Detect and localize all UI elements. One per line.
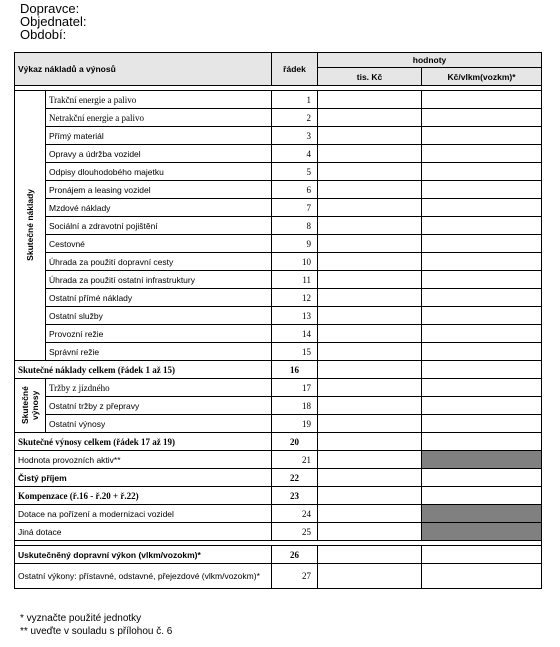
value-cell-tis[interactable] — [318, 199, 422, 217]
row-label: Úhrada za použití ostatní infrastruktury — [46, 271, 272, 289]
report-table — [14, 52, 542, 589]
value-cell-kc[interactable] — [422, 564, 542, 589]
other-subsidy-label: Jiná dotace — [15, 523, 272, 541]
value-cell-tis[interactable] — [318, 217, 422, 235]
value-cell-tis[interactable] — [318, 433, 422, 451]
value-cell-kc[interactable] — [422, 145, 542, 163]
value-cell-tis[interactable] — [318, 289, 422, 307]
row-label: Přímý materiál — [46, 127, 272, 145]
col-header-radek: řádek — [272, 53, 318, 86]
row-number: 20 — [272, 433, 318, 451]
compensation-label: Kompenzace (ř.16 - ř.20 + ř.22) — [15, 487, 272, 505]
value-cell-tis[interactable] — [318, 397, 422, 415]
value-cell-kc[interactable] — [422, 379, 542, 397]
value-cell-tis[interactable] — [318, 109, 422, 127]
vehicle-subsidy-label: Dotace na pořízení a modernizaci vozidel — [15, 505, 272, 523]
row-number: 18 — [272, 397, 318, 415]
value-cell-kc[interactable] — [422, 343, 542, 361]
value-cell-kc[interactable] — [422, 109, 542, 127]
value-cell-kc[interactable] — [422, 433, 542, 451]
value-cell-kc[interactable] — [422, 307, 542, 325]
value-cell-kc[interactable] — [422, 546, 542, 564]
row-number: 19 — [272, 415, 318, 433]
value-cell-tis[interactable] — [318, 163, 422, 181]
value-cell-tis[interactable] — [318, 307, 422, 325]
group-label-vynosy — [15, 379, 46, 433]
row-label: Správní režie — [46, 343, 272, 361]
other-output-label: Ostatní výkony: přístavné, odstavné, přejezdové (vlkm/vozokm)* — [15, 564, 272, 589]
value-cell-tis[interactable] — [318, 451, 422, 469]
row-number: 17 — [272, 379, 318, 397]
row-label: Trakční energie a palivo — [46, 91, 272, 109]
dopravce-label: Dopravce: — [20, 1, 80, 16]
row-number: 24 — [272, 505, 318, 523]
row-label: Tržby z jízdného — [46, 379, 272, 397]
transport-output-label: Uskutečněný dopravní výkon (vlkm/vozokm)* — [15, 546, 272, 564]
row-label: Odpisy dlouhodobého majetku — [46, 163, 272, 181]
value-cell-tis[interactable] — [318, 127, 422, 145]
value-cell-tis[interactable] — [318, 253, 422, 271]
row-number: 16 — [272, 361, 318, 379]
row-number: 1 — [272, 91, 318, 109]
row-label: Mzdové náklady — [46, 199, 272, 217]
value-cell-tis[interactable] — [318, 361, 422, 379]
value-cell-tis[interactable] — [318, 505, 422, 523]
value-cell-tis[interactable] — [318, 235, 422, 253]
group-label-naklady — [15, 91, 46, 361]
row-label: Ostatní přímé náklady — [46, 289, 272, 307]
row-number: 27 — [272, 564, 318, 589]
value-cell-kc[interactable] — [422, 91, 542, 109]
row-number: 12 — [272, 289, 318, 307]
value-cell-tis[interactable] — [318, 564, 422, 589]
value-cell-tis[interactable] — [318, 379, 422, 397]
operating-assets-label: Hodnota provozních aktiv** — [15, 451, 272, 469]
row-label: Netrakční energie a palivo — [46, 109, 272, 127]
row-number: 6 — [272, 181, 318, 199]
value-cell-kc[interactable] — [422, 235, 542, 253]
row-number: 25 — [272, 523, 318, 541]
value-cell-tis[interactable] — [318, 181, 422, 199]
group-vynosy-text: Skutečné výnosy — [20, 385, 40, 424]
value-cell-tis[interactable] — [318, 487, 422, 505]
value-cell-tis[interactable] — [318, 343, 422, 361]
value-cell-kc-disabled — [422, 505, 542, 523]
value-cell-kc[interactable] — [422, 487, 542, 505]
row-label: Provozní režie — [46, 325, 272, 343]
total-revenue-label: Skutečné výnosy celkem (řádek 17 až 19) — [15, 433, 272, 451]
value-cell-kc[interactable] — [422, 361, 542, 379]
row-label: Opravy a údržba vozidel — [46, 145, 272, 163]
value-cell-tis[interactable] — [318, 546, 422, 564]
row-number: 23 — [272, 487, 318, 505]
value-cell-kc[interactable] — [422, 325, 542, 343]
row-number: 10 — [272, 253, 318, 271]
value-cell-tis[interactable] — [318, 271, 422, 289]
group-naklady-text: Skutečné náklady — [25, 188, 35, 261]
row-number: 5 — [272, 163, 318, 181]
value-cell-kc[interactable] — [422, 181, 542, 199]
value-cell-kc[interactable] — [422, 127, 542, 145]
row-label: Sociální a zdravotní pojištění — [46, 217, 272, 235]
row-label: Ostatní služby — [46, 307, 272, 325]
value-cell-tis[interactable] — [318, 523, 422, 541]
row-number: 4 — [272, 145, 318, 163]
row-number: 2 — [272, 109, 318, 127]
value-cell-kc[interactable] — [422, 253, 542, 271]
value-cell-kc[interactable] — [422, 217, 542, 235]
row-number: 21 — [272, 451, 318, 469]
value-cell-tis[interactable] — [318, 415, 422, 433]
col-header-kc-vlkm: Kč/vlkm(vozkm)* — [422, 68, 542, 86]
row-number: 26 — [272, 546, 318, 564]
objednatel-label: Objednatel: — [20, 14, 87, 29]
value-cell-tis[interactable] — [318, 469, 422, 487]
row-number: 13 — [272, 307, 318, 325]
row-number: 22 — [272, 469, 318, 487]
row-number: 7 — [272, 199, 318, 217]
value-cell-kc[interactable] — [422, 199, 542, 217]
row-label: Ostatní tržby z přepravy — [46, 397, 272, 415]
net-income-label: Čistý příjem — [15, 469, 272, 487]
footnotes — [20, 612, 172, 638]
row-number: 9 — [272, 235, 318, 253]
document-header — [20, 2, 87, 41]
col-header-tis-kc: tis. Kč — [318, 68, 422, 86]
total-costs-label: Skutečné náklady celkem (řádek 1 až 15) — [15, 361, 272, 379]
value-cell-kc-disabled — [422, 523, 542, 541]
row-label: Úhrada za použití dopravní cesty — [46, 253, 272, 271]
value-cell-kc[interactable] — [422, 469, 542, 487]
row-number: 8 — [272, 217, 318, 235]
row-number: 11 — [272, 271, 318, 289]
value-cell-tis[interactable] — [318, 325, 422, 343]
value-cell-kc[interactable] — [422, 289, 542, 307]
row-label: Cestovné — [46, 235, 272, 253]
value-cell-kc-disabled — [422, 451, 542, 469]
footnote-annex: ** uveďte v souladu s přílohou č. 6 — [20, 626, 173, 637]
row-label: Pronájem a leasing vozidel — [46, 181, 272, 199]
row-number: 14 — [272, 325, 318, 343]
value-cell-kc[interactable] — [422, 271, 542, 289]
obdobi-label: Období: — [20, 27, 67, 42]
value-cell-kc[interactable] — [422, 415, 542, 433]
col-header-hodnoty: hodnoty — [318, 53, 542, 68]
footnote-units: * vyznačte použité jednotky — [20, 613, 142, 624]
row-label: Ostatní výnosy — [46, 415, 272, 433]
row-number: 3 — [272, 127, 318, 145]
value-cell-tis[interactable] — [318, 145, 422, 163]
value-cell-kc[interactable] — [422, 163, 542, 181]
row-number: 15 — [272, 343, 318, 361]
value-cell-tis[interactable] — [318, 91, 422, 109]
table-title: Výkaz nákladů a výnosů — [15, 53, 272, 86]
value-cell-kc[interactable] — [422, 397, 542, 415]
